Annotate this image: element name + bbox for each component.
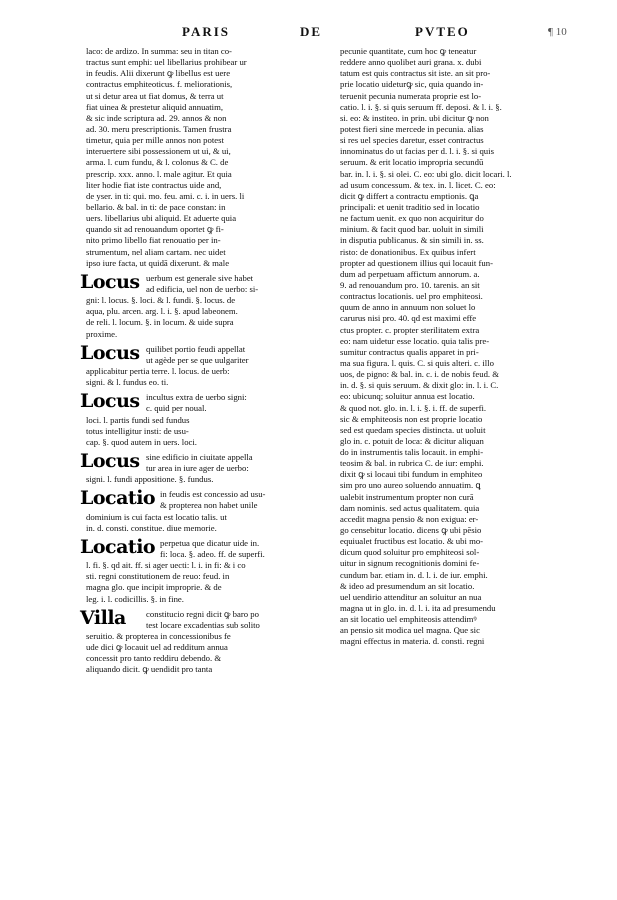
text-line: in. d. §. si quis seruum. & dixit glo: in. l. i. C. (340, 380, 499, 391)
text-line: interuertere sibi possessionem ut ui, & ui, (86, 146, 231, 157)
entry-text-line: loci. l. partis fundi sed fundus (86, 414, 190, 425)
text-line: arma. l. cum fundu, & l. colonus & C. de (86, 157, 229, 168)
text-line: nito primo libello fiat renouatio per in- (86, 235, 221, 246)
folio-number: ¶ 10 (548, 26, 567, 38)
text-line: ipso iure facta, ut quidā dixerunt. & male (86, 257, 230, 268)
entry-text-line: aqua, plu. arcen. arg. l. i. §. apud labeonem. (86, 306, 238, 317)
running-head-left: PARIS (182, 24, 231, 39)
text-line: ualebit instrumentum propter non curā (340, 491, 474, 502)
text-line: tractus sunt emphi: uel libellarius prohibear ur (86, 57, 247, 68)
entry-text-line: totus intelligitur insti: de usu- (86, 425, 189, 436)
text-line: & ideo ad presumendum an sit locatio. (340, 580, 475, 591)
text-line: quando sit ad renouandum oportet ꝙ fi- (86, 224, 224, 235)
text-line: innominatus do ut facias per d. l. i. §. si quis (340, 146, 494, 157)
text-line: 9. ad renouandum pro. 10. tarenis. an sit (340, 279, 480, 290)
text-line: & sic inde scriptura ad. 29. annos & non (86, 112, 227, 123)
entry-text-line: uerbum est generale sive habet (146, 272, 254, 283)
text-line: eo: nam uidetur esse locatio. quia talis pre- (340, 335, 490, 346)
text-line: glo in. c. potuit de loca: & dicitur aliquan (340, 435, 484, 446)
entry-text-line: proxime. (86, 328, 118, 339)
text-line: risto: de donationibus. Ex quibus infert (340, 246, 476, 257)
text-line: reddere anno quolibet auri grana. x. dubi (340, 57, 482, 68)
text-line: equiualet fructibus est locatio. & ubi mo- (340, 536, 484, 547)
entry-text-line: quilibet portio feudi appellat (146, 343, 246, 354)
entry-text-line: fi: loca. §. adeo. ff. de superfi. (160, 549, 265, 560)
text-line: prie locatio uideturꝙ sic, quia quando in- (340, 79, 484, 90)
text-line: contractus emphiteoticus. f. meliorationis, (86, 79, 233, 90)
entry-text-line: concessit pro tanto reddiru debendo. & (86, 653, 222, 664)
entry-text-line: signi. & l. fundus eo. ti. (86, 377, 169, 388)
text-line: liter hodie fiat iste contractus uide and, (86, 179, 222, 190)
text-line: si res uel species daretur, esset contractus (340, 135, 484, 146)
entry-text-line: ut agède per se que uulgariter (146, 354, 249, 365)
text-line: contractus locationis. uel pro emphiteosi. (340, 291, 483, 302)
entry-text-line: applicabitur pertia terre. l. locus. de uerb: (86, 365, 230, 376)
text-line: do in instrumentis talis locauit. in emphi- (340, 447, 484, 458)
lexicon-entry (80, 535, 312, 605)
lexicon-entry (80, 341, 312, 389)
text-line: & quod not. glo. in. l. i. §. i. ff. de superfi. (340, 402, 487, 413)
running-head-right: PVTEO (415, 24, 470, 39)
text-line: sim pro uno aureo soluendo annuatim. ꝗ (340, 480, 481, 491)
text-line: dum ad perpetuam affictum annorum. a. (340, 268, 480, 279)
text-line: propter ad questionem illius qui locauit fun- (340, 257, 493, 268)
text-line: laco: de ardizo. In summa: seu in titan co- (86, 46, 232, 56)
entry-text-line: seruitio. & propterea in concessionibus fe (86, 631, 231, 642)
entry-headword: Locatio (80, 535, 156, 558)
text-line: an sit locatio uel emphiteosis attendimꝰ (340, 614, 477, 625)
text-line: ctus propter. c. propter sterilitatem extra (340, 324, 480, 335)
entry-text-line: aliquando dicit. ꝙ uendidit pro tanta (86, 664, 213, 675)
text-line: go censebitur locatio. dicens ꝙ ubi pēsio (340, 525, 482, 536)
text-line: dixit ꝙ si locaui tibi fundum in emphiteo (340, 469, 483, 480)
entry-text-line: de reli. l. locum. §. in locum. & uide supra (86, 317, 234, 328)
text-line: uers. libellarius ubi aliquid. Et aduerte quia (86, 213, 237, 224)
text-line: principali: et uenit traditio sed in locatio (340, 201, 480, 212)
text-line: uitur in signum recognitionis domini fe- (340, 558, 480, 569)
text-line: ut si detur area ut fiat domus, & terra ut (86, 90, 224, 101)
entry-text-line: l. fi. §. qd ait. ff. si ager uecti: l. i. in fi: & i co (86, 560, 246, 571)
lexicon-entry (80, 270, 312, 340)
text-line: an pensio sit modica uel magna. Que sic (340, 625, 480, 636)
text-line: magna ut in glo. in. d. l. i. ita ad presumendu (340, 603, 496, 614)
running-head-middle: DE (300, 24, 323, 39)
text-line: catio. l. i. §. si quis seruum ff. deposi. & l. i. §. (340, 101, 502, 112)
text-line: bar. in. l. i. §. si olei. C. eo: ubi glo. dicit locari. l. (340, 168, 512, 179)
text-line: ma sua figura. l. quis. C. si quis alteri. c. illo (340, 357, 494, 368)
text-line: sumitur contractus qualis apparet in pri- (340, 346, 479, 357)
text-line: de yser. in ti: qui. mo. feu. ami. c. i. in uers. li (86, 190, 245, 201)
text-line: eo: ubicunq; soluitur annua est locatio. (340, 391, 475, 402)
text-line: timetur, quia per mille annos non potest (86, 135, 224, 146)
entry-text-line: sti. regni constitutionem de reuo: feud. in (86, 571, 230, 582)
text-line: accedit magna pensio & non exigua: er- (340, 513, 479, 524)
text-line: dicum quod soluitur pro emphiteosi sol- (340, 547, 480, 558)
text-line: dam nominis. sed actus qualitatem. quia (340, 502, 480, 513)
entry-headword: Locus (80, 270, 140, 293)
text-line: ad usum concessum. & tex. in. l. licet. C. eo: (340, 179, 496, 190)
entry-headword: Locus (80, 390, 140, 413)
text-line: dicit ꝙ differt a contractu emptionis. ꝗa (340, 190, 479, 201)
entry-text-line: & propterea non habet unile (160, 500, 258, 511)
entry-text-line: incultus extra de uerbo signi: (146, 392, 247, 403)
entry-text-line: perpetua que dicatur uide in. (160, 537, 260, 548)
entry-text-line: dominium is cui facta est locatio talis. ut (86, 511, 227, 522)
text-line: uel uendirio attenditur an soluitur an nua (340, 591, 482, 602)
text-line: carurus nisi pro. 40. qd est maximi effe (340, 313, 477, 324)
entry-headword: Locus (80, 449, 140, 472)
lexicon-entry (80, 606, 312, 676)
entry-text-line: constitucio regni dicit ꝙ baro po (146, 608, 259, 619)
right-column (340, 46, 566, 648)
text-line: pecunie quantitate, cum hoc ꝙ teneatur (340, 46, 477, 56)
text-line: potest fieri sine mercede in pecunia. alias (340, 123, 484, 134)
text-line: seruum. & erit locatio impropria secundū (340, 157, 484, 168)
entry-text-line: in feudis est concessio ad usu- (160, 489, 266, 500)
text-line: bellario. & bal. in ti: de pace constan: in (86, 201, 226, 212)
text-line: prescrip. xxx. anno. l. male agitur. Et quia (86, 168, 232, 179)
text-line: teruenit pecunia numerata proprie est lo- (340, 90, 482, 101)
entry-headword: Locus (80, 341, 140, 364)
text-line: quum de anno in annuum non soluet lo (340, 302, 476, 313)
entry-text-line: signi. l. fundi appositione. §. fundus. (86, 474, 214, 485)
left-column (80, 46, 312, 676)
lexicon-entry (80, 390, 312, 448)
text-line: magni effectus in materia. d. consti. regni (340, 636, 485, 647)
entry-text-line: cap. §. quod autem in uers. loci. (86, 436, 197, 447)
text-line: cundum bar. etiam in. d. l. i. de iur. emphi. (340, 569, 488, 580)
entry-text-line: ude dici ꝙ locauit uel ad redditum annua (86, 642, 228, 653)
entry-headword: Villa (80, 606, 126, 629)
lexicon-entry (80, 449, 312, 485)
text-line: tatum est quis contractus sit iste. an sit pro- (340, 68, 491, 79)
text-line: teosim & bal. in rubrica C. de iur: emphi. (340, 458, 484, 469)
entry-text-line: magna glo. que incipit improprie. & de (86, 582, 222, 593)
lexicon-entry (80, 487, 312, 534)
entry-text-line: ad edificia, uel non de uerbo: si- (146, 283, 259, 294)
text-line: fiat uinea & prestetur aliquid annuatim, (86, 101, 224, 112)
text-line: in feudis. Alii dixerunt ꝙ libellus est uere (86, 68, 231, 79)
entry-text-line: in. d. consti. constitue. diue memorie. (86, 522, 217, 533)
text-line: in disputia publicanus. & sin simili in. ss. (340, 235, 484, 246)
entry-text-line: leg. i. l. codicillis. §. in fine. (86, 593, 184, 604)
text-line: sic & emphiteosis non est proprie locatio (340, 413, 483, 424)
entry-text-line: tur area in iure ager de uerbo: (146, 463, 249, 474)
entry-headword: Locatio (80, 487, 156, 510)
text-line: uos, de pigno: & bal. in. c. i. de nobis feud. & (340, 369, 500, 380)
entry-text-line: test locare excadentias sub solito (146, 619, 260, 630)
text-line: sed est quedam species distincta. ut uoluit (340, 424, 486, 435)
text-line: ad. 30. meru prescriptionis. Tamen frustra (86, 123, 232, 134)
entry-text-line: sine edificio in ciuitate appella (146, 451, 253, 462)
entry-text-line: gni: l. locus. §. loci. & l. fundi. §. locus. de (86, 295, 236, 306)
text-line: si. eo: & institeo. in prin. ubi dicitur ꝙ non (340, 112, 489, 123)
text-line: ne factum uenit. ex quo non acquiritur do (340, 213, 484, 224)
entry-text-line: c. quid per noual. (146, 403, 207, 414)
text-line: strumentum, nel aliam cartam. nec uidet (86, 246, 226, 257)
running-head (0, 24, 617, 46)
text-line: minium. & facit quod bar. uoluit in simili (340, 224, 484, 235)
